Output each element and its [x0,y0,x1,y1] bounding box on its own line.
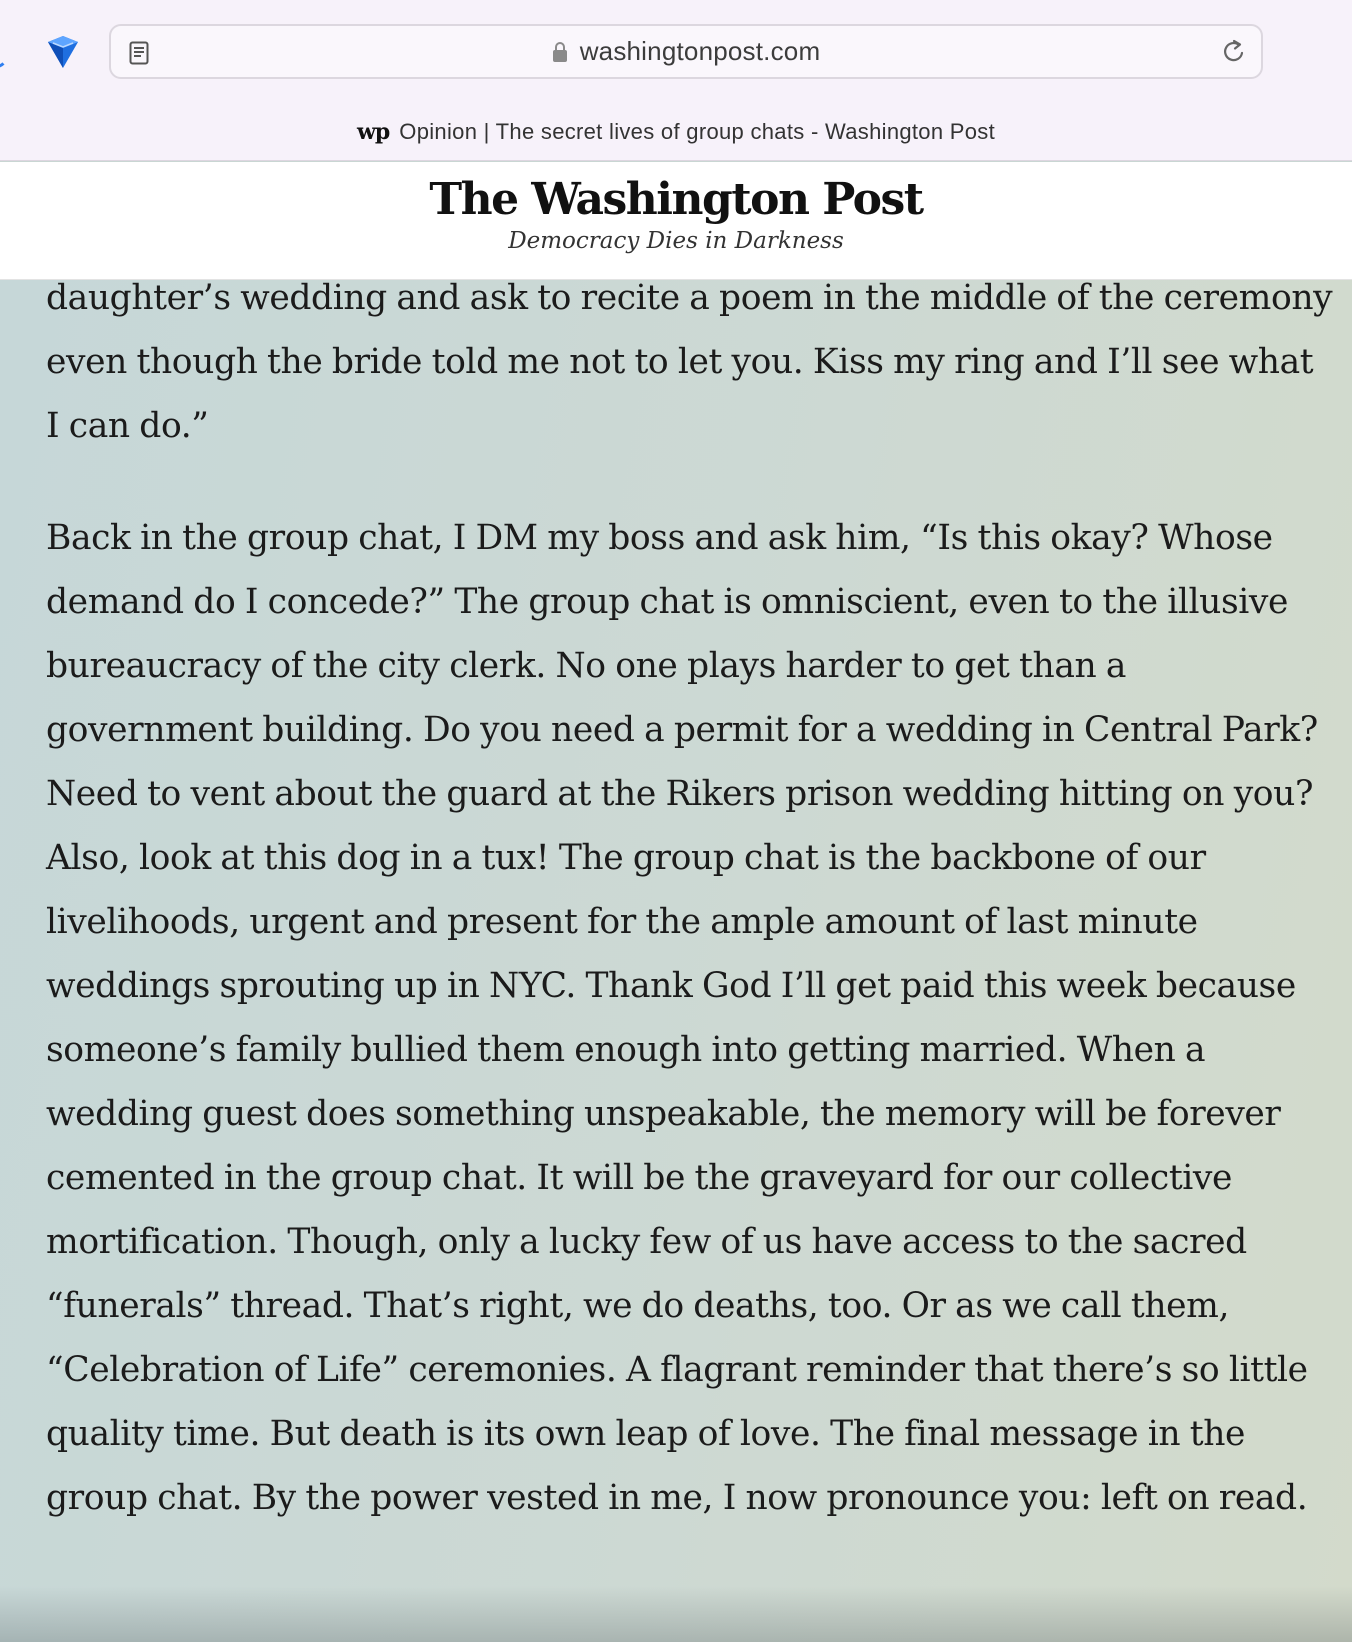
article-body [0,280,1352,1642]
wp-favicon-icon: wp [356,119,390,145]
shield-icon[interactable] [45,32,81,72]
address-bar[interactable] [109,24,1263,79]
tab-title[interactable]: Opinion | The secret lives of group chats - Washington Post [399,119,996,144]
site-header [0,162,1352,280]
url-text: washingtonpost.com [579,36,821,66]
browser-toolbar [0,0,1352,104]
article-paragraph: daughter’s wedding and ask to recite a poem in the middle of the ceremony even though the bride told me not to let you. Kiss my ring and I’ll see what I can do.” [46,280,1333,446]
masthead-logo[interactable]: The Washington Post [429,174,923,225]
url-display[interactable] [111,26,1261,77]
article-paragraph: Back in the group chat, I DM my boss and ask him, “Is this okay? Whose demand do I concede?” The group chat is omniscient, even to the illusive bureaucracy of the city clerk. No one plays harder to get than a government building. Do you need a permit for a wedding in Central Park? Need to vent about the guard at the Rikers prison wedding hitting on you? Also, look at this dog in a tux! The group chat is the backbone of our livelihoods, urgent and present for the ample amount of last minute weddings sprouting up in NYC. Thank God I’ll get paid this week because someone’s family bullied them enough into getting married. When a wedding guest does something unspeakable, the memory will be forever cemented in the group chat. It will be the graveyard for our collective mortification. Though, only a lucky few of us have access to the sacred “funerals” thread. That’s right, we do deaths, too. Or as we call them, “Celebration of Life” ceremonies. A flagrant reminder that there’s so little quality time. But death is its own leap of love. The final message in the group chat. By the power vested in me, I now pronounce you: left on read. [46,518,1318,1518]
back-icon[interactable] [0,50,8,68]
tab-bar [0,104,1352,161]
tagline: Democracy Dies in Darkness [508,228,844,254]
lock-icon [552,41,568,63]
reload-icon[interactable] [1221,38,1247,66]
